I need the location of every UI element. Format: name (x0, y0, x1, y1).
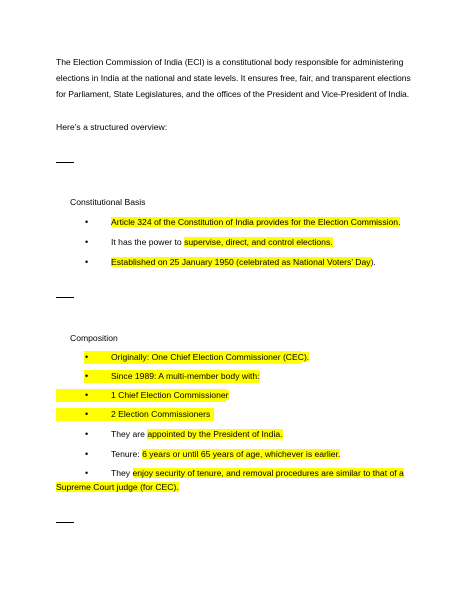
bullet-icon: • (85, 352, 89, 362)
list-item (111, 256, 376, 268)
section-heading-constitutional: Constitutional Basis (70, 197, 146, 207)
bullet-icon: • (85, 409, 89, 419)
list-item (111, 370, 260, 382)
bullet-icon: • (85, 371, 89, 381)
list-item (111, 351, 309, 363)
highlighted-text: 1 Chief Election Commissioner (111, 390, 229, 400)
bullet-icon: • (85, 390, 89, 400)
list-item (111, 389, 229, 401)
bullet-icon: • (85, 468, 89, 478)
horizontal-rule (56, 522, 74, 523)
item-text: They (111, 468, 133, 478)
bullet-icon: • (85, 257, 89, 267)
item-text: They are (111, 429, 148, 439)
list-item-continuation (56, 481, 179, 493)
intro-line: for Parliament, State Legislatures, and the offices of the President and Vice-President of India. (56, 89, 410, 99)
highlighted-text: 2 Election Commissioners (111, 409, 211, 419)
list-item (111, 448, 340, 460)
intro-paragraph (56, 54, 436, 102)
item-text: Tenure: (111, 449, 143, 459)
list-item (111, 216, 400, 228)
item-text: ). (370, 257, 376, 267)
item-text: It has the power to (111, 237, 185, 247)
list-item (111, 428, 283, 440)
section-heading-composition: Composition (70, 333, 118, 343)
highlighted-text: Article 324 of the Constitution of India provides for the Election Commission. (111, 217, 401, 227)
highlighted-text: Established on 25 January 1950 (celebrated as National Voters’ Day (111, 257, 371, 267)
highlighted-text: 6 years or until 65 years of age, whichever is earlier. (142, 449, 341, 459)
list-item (111, 467, 404, 479)
horizontal-rule (56, 297, 74, 298)
list-item (111, 236, 333, 248)
bullet-icon: • (85, 429, 89, 439)
intro-line: The Election Commission of India (ECI) is a constitutional body responsible for administering (56, 57, 404, 67)
bullet-icon: • (85, 237, 89, 247)
intro-line: elections in India at the national and state levels. It ensures free, fair, and transparent elections (56, 73, 411, 83)
highlighted-text: Originally: One Chief Election Commissioner (CEC). (111, 352, 310, 362)
overview-text: Here’s a structured overview: (56, 122, 168, 132)
highlighted-text: appointed by the President of India. (147, 429, 283, 439)
bullet-icon: • (85, 217, 89, 227)
list-item (111, 408, 210, 420)
highlighted-text: Supreme Court judge (for CEC). (56, 482, 179, 492)
highlighted-text: Since 1989: A multi-member body with: (111, 371, 260, 381)
bullet-icon: • (85, 449, 89, 459)
horizontal-rule (56, 162, 74, 163)
highlighted-text: enjoy security of tenure, and removal procedures are similar to that of a (132, 468, 404, 478)
highlighted-text: supervise, direct, and control elections. (184, 237, 333, 247)
